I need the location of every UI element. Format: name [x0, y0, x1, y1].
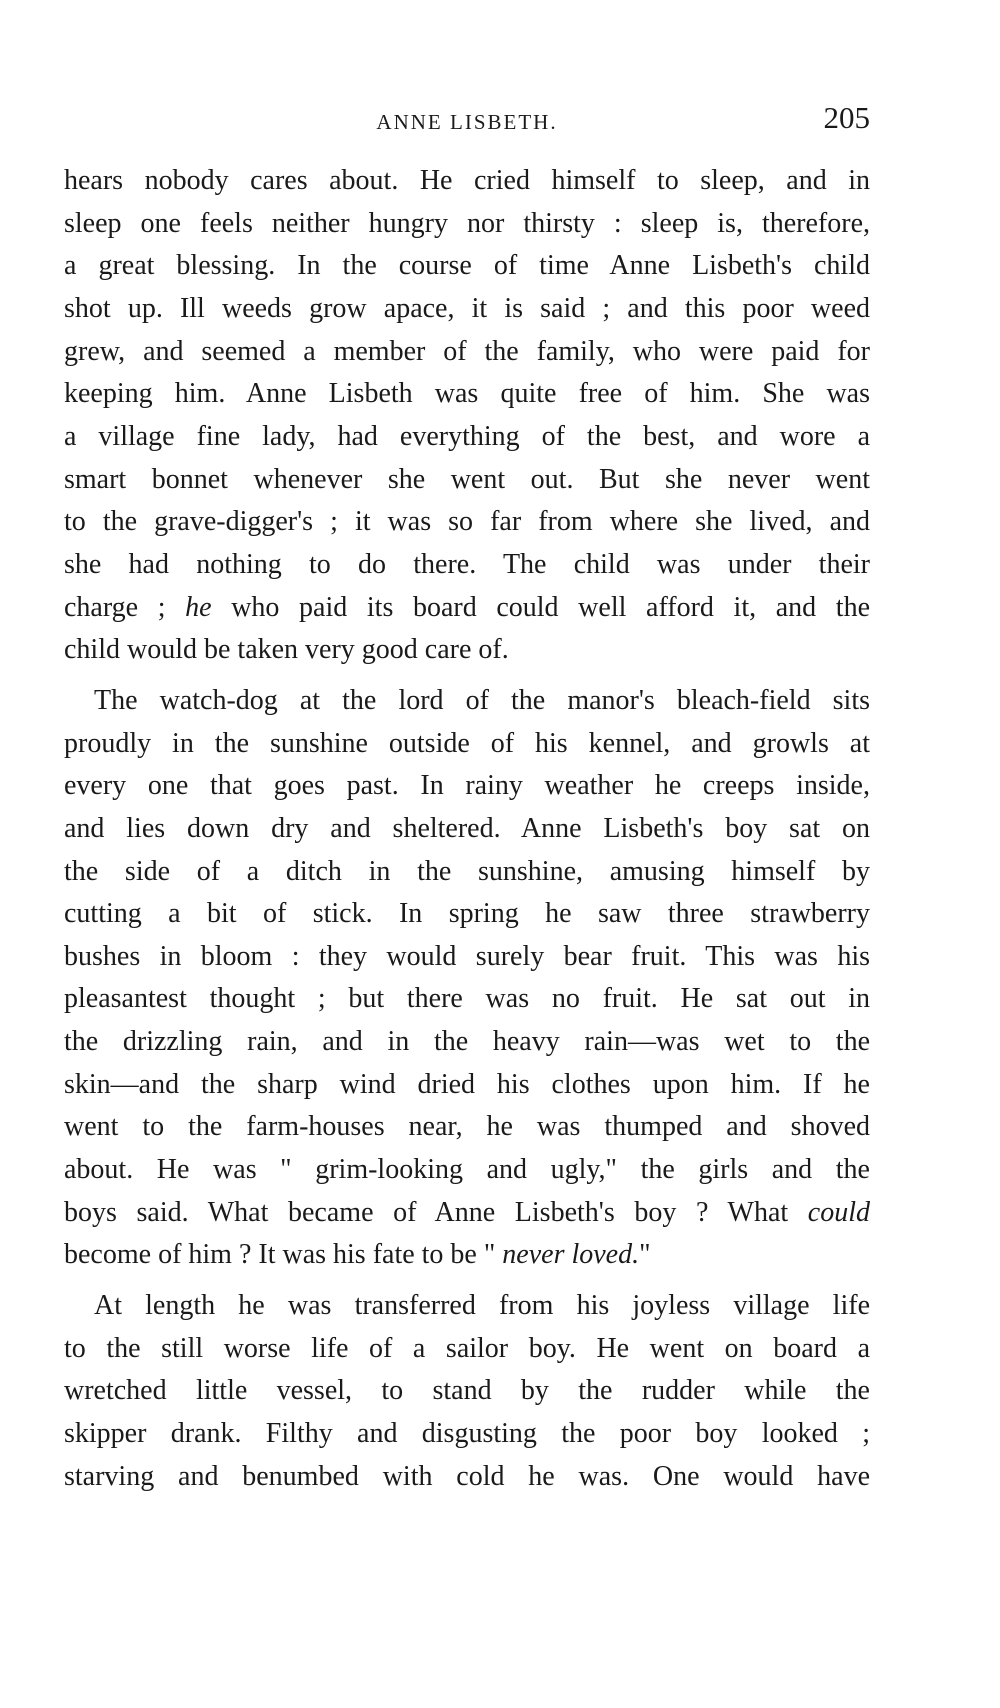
- page-header: [64, 100, 870, 140]
- paragraph: [64, 680, 870, 1277]
- text-segment: the side of a ditch in the sunshine, amusing himself by: [64, 855, 870, 887]
- text-line: [64, 1064, 870, 1107]
- text-line: [64, 203, 870, 246]
- text-segment: and lies down dry and sheltered. Anne Lisbeth's boy sat on: [64, 812, 870, 844]
- text-line: [64, 459, 870, 502]
- text-segment: hears nobody cares about. He cried himself to sleep, and in: [64, 165, 870, 196]
- italic-text: he: [185, 591, 212, 623]
- text-line: [64, 288, 870, 331]
- page-number: 205: [823, 100, 870, 135]
- text-line: [64, 245, 870, 288]
- text-segment: smart bonnet whenever she went out. But she never went: [64, 463, 870, 495]
- text-segment: the drizzling rain, and in the heavy rain—was wet to the: [64, 1026, 870, 1058]
- text-line: [64, 1106, 870, 1149]
- text-segment: skipper drank. Filthy and disgusting the poor boy looked ;: [64, 1418, 870, 1450]
- text-segment: to the grave-digger's ; it was so far from where she lived, and: [64, 506, 870, 538]
- text-segment: charge ;: [64, 591, 186, 623]
- text-line: [64, 1285, 870, 1328]
- paragraph-gap: [64, 1277, 870, 1285]
- text-segment: proudly in the sunshine outside of his kennel, and growls at: [64, 727, 870, 759]
- text-line: [64, 680, 870, 723]
- text-segment: ": [639, 1239, 651, 1271]
- text-segment: become of him ? It was his fate to be ": [64, 1239, 503, 1271]
- text-line: [64, 1413, 870, 1456]
- text-line: [64, 851, 870, 894]
- text-segment: wretched little vessel, to stand by the rudder while the: [64, 1375, 870, 1407]
- text-line: [64, 936, 870, 979]
- text-line: [64, 1234, 870, 1277]
- paragraph: [64, 1285, 870, 1498]
- text-segment: a great blessing. In the course of time Anne Lisbeth's child: [64, 250, 870, 282]
- paragraph: [64, 160, 870, 672]
- body-text: [64, 160, 870, 1498]
- text-segment: At length he was transferred from his joyless village life: [94, 1290, 870, 1322]
- text-line: [64, 1370, 870, 1413]
- text-line: [64, 1021, 870, 1064]
- text-line: [64, 544, 870, 587]
- text-segment: boys said. What became of Anne Lisbeth's boy ? What: [64, 1196, 808, 1228]
- text-segment: child would be taken very good care of.: [64, 634, 509, 666]
- text-segment: she had nothing to do there. The child was under their: [64, 548, 870, 580]
- text-line: [64, 893, 870, 936]
- text-line: [64, 765, 870, 808]
- text-line: [64, 416, 870, 459]
- text-line: [64, 1456, 870, 1499]
- paragraph-gap: [64, 672, 870, 680]
- italic-text: never loved.: [502, 1239, 640, 1271]
- text-line: [64, 629, 870, 672]
- text-line: [64, 331, 870, 374]
- text-segment: about. He was " grim-looking and ugly," the girls and the: [64, 1154, 870, 1186]
- text-line: [64, 587, 870, 630]
- text-line: [64, 1192, 870, 1235]
- text-line: [64, 160, 870, 203]
- text-segment: sleep one feels neither hungry nor thirsty : sleep is, therefore,: [64, 207, 870, 239]
- text-line: [64, 501, 870, 544]
- text-segment: to the still worse life of a sailor boy. He went on board a: [64, 1332, 870, 1364]
- text-line: [64, 978, 870, 1021]
- text-segment: starving and benumbed with cold he was. One would have: [64, 1460, 870, 1492]
- text-segment: grew, and seemed a member of the family, who were paid for: [64, 335, 870, 367]
- text-segment: The watch-dog at the lord of the manor's bleach-field sits: [94, 684, 870, 716]
- text-line: [64, 1149, 870, 1192]
- text-line: [64, 808, 870, 851]
- text-segment: bushes in bloom : they would surely bear fruit. This was his: [64, 940, 870, 972]
- text-segment: went to the farm-houses near, he was thumped and shoved: [64, 1111, 870, 1143]
- text-segment: every one that goes past. In rainy weather he creeps inside,: [64, 770, 870, 802]
- text-segment: skin—and the sharp wind dried his clothes upon him. If he: [64, 1068, 870, 1100]
- text-segment: a village fine lady, had everything of the best, and wore a: [64, 420, 870, 452]
- text-segment: who paid its board could well afford it, and the: [211, 591, 870, 623]
- text-segment: shot up. Ill weeds grow apace, it is said ; and this poor weed: [64, 292, 870, 324]
- text-line: [64, 723, 870, 766]
- text-segment: cutting a bit of stick. In spring he saw three strawberry: [64, 898, 870, 930]
- running-head: ANNE LISBETH.: [376, 110, 558, 134]
- text-line: [64, 1328, 870, 1371]
- text-segment: pleasantest thought ; but there was no fruit. He sat out in: [64, 983, 870, 1015]
- text-segment: keeping him. Anne Lisbeth was quite free of him. She was: [64, 378, 870, 410]
- text-line: [64, 373, 870, 416]
- italic-text: could: [807, 1196, 870, 1228]
